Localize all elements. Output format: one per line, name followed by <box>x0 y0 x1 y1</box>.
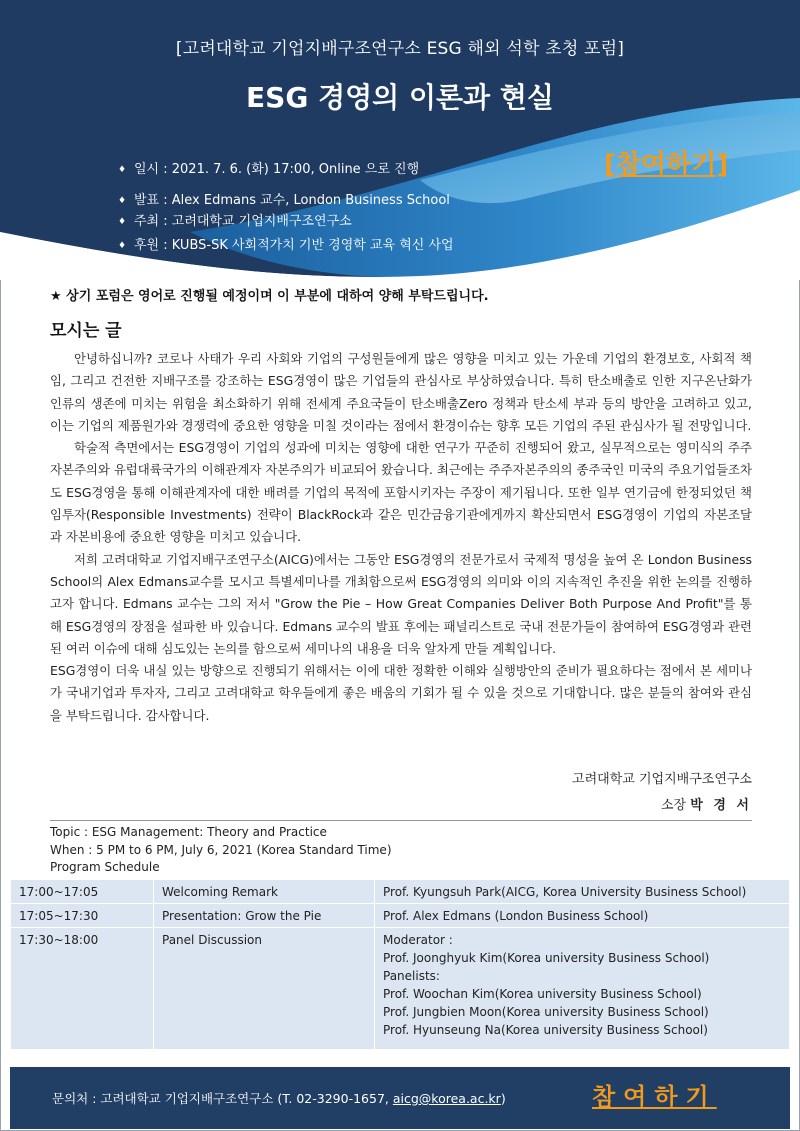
greeting-paragraph: 안녕하십니까? 코로나 사태가 우리 사회와 기업의 구성원들에게 많은 영향을 미치고 있는 가운데 기업의 환경보호, 사회적 책임, 그리고 건전한 지배구조를 강조하는 ESG경영이 많은 기업들의 관심사로 부상하였습니다. 특히 탄소배출로 인한 지구온난화가 인류의 생존에 미치는 위험을 최소화하기 위해 전세계 주요국들이 탄소배출Zero 정책과 탄소세 부과 등의 방안을 고려하고 있고, 이는 기업의 제품원가와 경쟁력에 중요한 영향을 미칠 것이라는 점에서 환경이슈는 향후 모든 기업의 주된 관심사가 될 전망입니다. <box>50 351 752 433</box>
language-notice: ★ 상기 포럼은 영어로 진행될 예정이며 이 부분에 대하여 양해 부탁드립니다. <box>50 289 489 304</box>
schedule-time: 17:00~17:05 <box>11 880 154 904</box>
footer-bar <box>10 1067 790 1129</box>
schedule-speaker: Prof. Alex Edmans (London Business School) <box>375 904 790 928</box>
contact-info: 문의처 : 고려대학교 기업지배구조연구소 (T. 02-3290-1657, aicg@korea.ac.kr) <box>52 1091 506 1106</box>
schedule-speaker: Moderator : Prof. Joonghyuk Kim(Korea university Business School) Panelists: Prof. Woochan Kim(Korea university Business School) Prof. Jungbien Moon(Korea university Business School) Prof. Hyunseung Na(Korea university Business School) <box>375 928 790 1050</box>
diamond-bullet-icon: ♦ <box>118 195 127 206</box>
diamond-bullet-icon: ♦ <box>118 216 127 227</box>
main-title: ESG 경영의 이론과 현실 <box>246 81 554 114</box>
greeting-title: 모시는 글 <box>50 321 122 341</box>
info-host: ♦ 주최 : 고려대학교 기업지배구조연구소 <box>118 214 352 229</box>
header-banner <box>0 0 800 280</box>
info-speaker: ♦ 발표 : Alex Edmans 교수, London Business School <box>118 193 450 208</box>
program-when: When : 5 PM to 6 PM, July 6, 2021 (Korea Standard Time) <box>50 842 392 857</box>
signature-name: 박 경 서 <box>690 798 752 813</box>
table-row <box>11 880 790 904</box>
greeting-body <box>50 348 752 727</box>
section-divider <box>50 820 752 821</box>
greeting-paragraph: ESG경영이 더욱 내실 있는 방향으로 진행되기 위해서는 이에 대한 정확한 이해와 실행방안의 준비가 필요하다는 점에서 본 세미나가 국내기업과 투자자, 그리고 고려대학교 학우들에게 좋은 배움의 기회가 될 수 있을 것으로 기대합니다. 많은 분들의 참여와 관심을 부탁드립니다. 감사합니다. <box>50 663 752 723</box>
schedule-time: 17:05~17:30 <box>11 904 154 928</box>
program-info <box>50 824 392 877</box>
info-sponsor: ♦ 후원 : KUBS-SK 사회적가치 기반 경영학 교육 혁신 사업 <box>118 238 454 253</box>
schedule-session: Panel Discussion <box>154 928 375 1050</box>
diamond-bullet-icon: ♦ <box>118 164 127 175</box>
greeting-paragraph: 저희 고려대학교 기업지배구조연구소(AICG)에서는 그동안 ESG경영의 전문가로서 국제적 명성을 높여 온 London Business School의 Alex Edmans교수를 모시고 특별세미나를 개최함으로써 ESG경영의 의미와 이의 지속적인 추진을 위한 논의를 진행하고자 합니다. Edmans 교수는 그의 저서 "Grow the Pie – How Great Companies Deliver Both Purpose And Profit"를 통해 ESG경영의 장점을 설파한 바 있습니다. Edmans 교수의 발표 후에는 패널리스트로 국내 전문가들이 참여하여 ESG경영과 관련된 여러 이슈에 대해 심도있는 논의를 함으로써 세미나의 내용을 더욱 알차게 만들 계획입니다. <box>50 551 752 656</box>
signature-line <box>661 794 752 813</box>
schedule-speaker: Prof. Kyungsuh Park(AICG, Korea University Business School) <box>375 880 790 904</box>
program-schedule-label: Program Schedule <box>50 860 160 874</box>
signature-title: 소장 <box>661 798 687 813</box>
contact-email-link[interactable]: aicg@korea.ac.kr <box>392 1091 501 1106</box>
schedule-time: 17:30~18:00 <box>11 928 154 1050</box>
table-row <box>11 904 790 928</box>
diamond-bullet-icon: ♦ <box>118 240 127 251</box>
info-date: ♦ 일시 : 2021. 7. 6. (화) 17:00, Online 으로 진행 <box>118 162 420 177</box>
schedule-session: Presentation: Grow the Pie <box>154 904 375 928</box>
join-link-bottom[interactable]: 참여하기 <box>592 1083 717 1111</box>
greeting-paragraph: 학술적 측면에서는 ESG경영이 기업의 성과에 미치는 영향에 대한 연구가 꾸준히 진행되어 왔고, 실무적으로는 영미식의 주주자본주의와 유럽대륙국가의 이해관계자 자본주의가 비교되어 왔습니다. 최근에는 주주자본주의의 종주국인 미국의 주요기업들조차도 ESG경영을 통해 이해관계자에 대한 배려를 기업의 목적에 포함시키자는 주장이 제기됩니다. 또한 일부 연기금에 한정되었던 책임투자(Responsible Investments) 전략이 BlackRock과 같은 민간금융기관에게까지 확산되면서 ESG경영이 기업의 자본조달과 자본비용에 중요한 영향을 미치고 있습니다. <box>50 440 752 545</box>
join-link-top[interactable]: [참여하기] <box>604 150 729 180</box>
program-schedule-table <box>10 879 790 1050</box>
signature-organization: 고려대학교 기업지배구조연구소 <box>572 772 752 787</box>
schedule-session: Welcoming Remark <box>154 880 375 904</box>
program-topic: Topic : ESG Management: Theory and Practice <box>50 825 327 839</box>
table-row <box>11 928 790 1050</box>
forum-title: [고려대학교 기업지배구조연구소 ESG 해외 석학 초청 포럼] <box>175 39 625 59</box>
